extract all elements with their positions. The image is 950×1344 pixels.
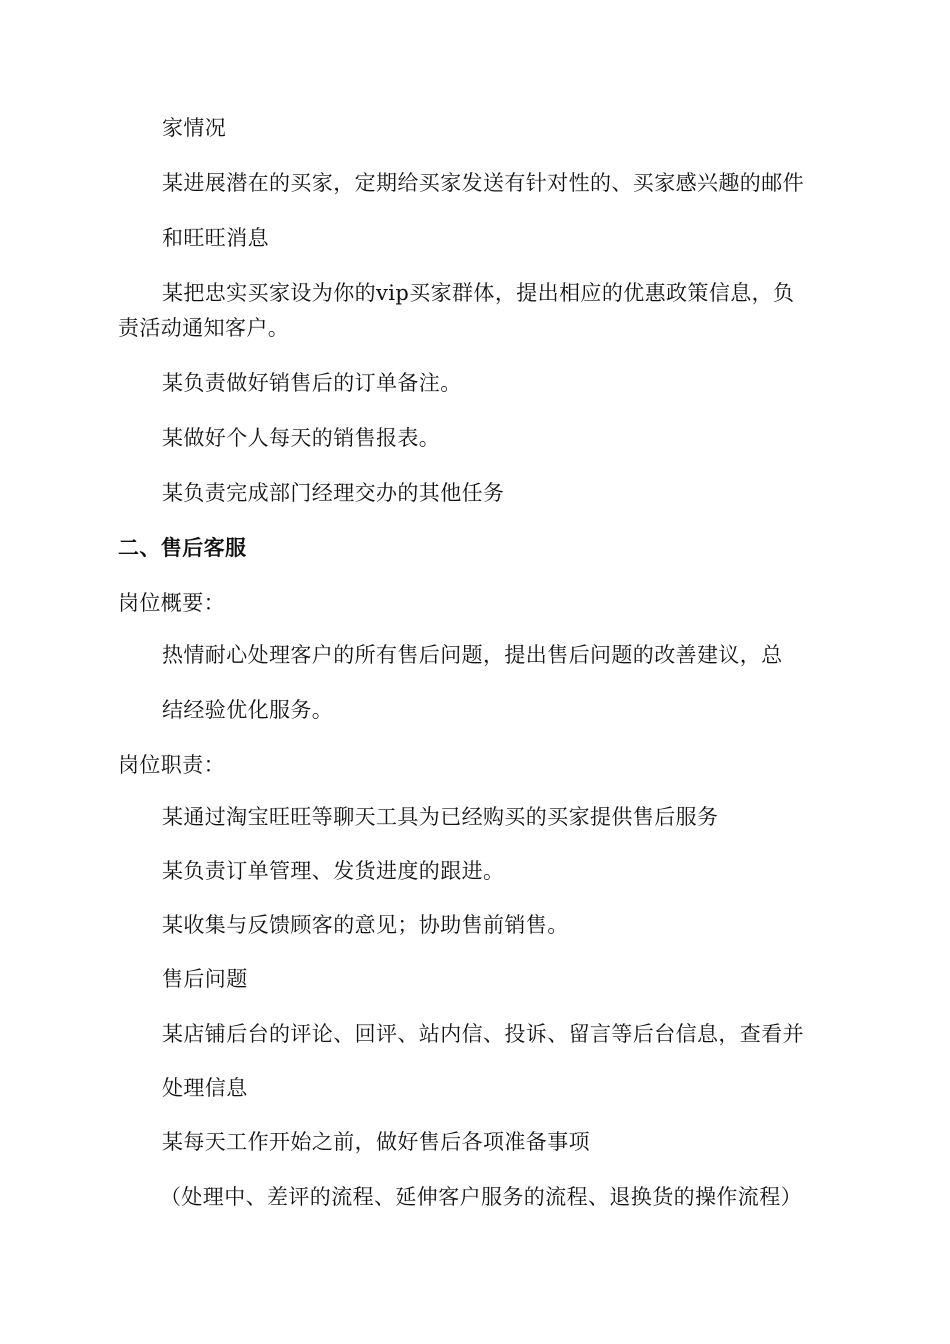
text-line: 某店铺后台的评论、回评、站内信、投诉、留言等后台信息，查看并 — [162, 1022, 804, 1046]
text-line: 某收集与反馈顾客的意见；协助售前销售。 — [162, 913, 569, 937]
text-line: 某负责完成部门经理交办的其他任务 — [162, 481, 505, 505]
text-line: （处理中、差评的流程、延伸客户服务的流程、退换货的操作流程） — [160, 1185, 802, 1209]
text-line: 和旺旺消息 — [162, 226, 269, 250]
text-line: 某做好个人每天的销售报表。 — [162, 426, 441, 450]
text-line: 售后问题 — [162, 967, 248, 991]
text-line: 责活动通知客户。 — [118, 316, 290, 340]
text-line: 岗位职责： — [118, 753, 225, 777]
text-line: 某负责做好销售后的订单备注。 — [162, 371, 462, 395]
text-line: 家情况 — [162, 116, 227, 140]
text-line: 岗位概要： — [118, 591, 225, 615]
text-line: 某每天工作开始之前，做好售后各项准备事项 — [162, 1130, 590, 1154]
section-heading: 二、售后客服 — [118, 536, 247, 560]
text-line: 处理信息 — [162, 1076, 248, 1100]
text-line: 某负责订单管理、发货进度的跟进。 — [162, 859, 505, 883]
text-line: 某通过淘宝旺旺等聊天工具为已经购买的买家提供售后服务 — [162, 805, 719, 829]
text-line: 热情耐心处理客户的所有售后问题，提出售后问题的改善建议，总 — [162, 643, 783, 667]
text-line: 结经验优化服务。 — [162, 698, 334, 722]
text-line: 某进展潜在的买家，定期给买家发送有针对性的、买家感兴趣的邮件 — [162, 171, 804, 195]
text-line: 某把忠实买家设为你的vip买家群体，提出相应的优惠政策信息，负 — [162, 281, 795, 305]
